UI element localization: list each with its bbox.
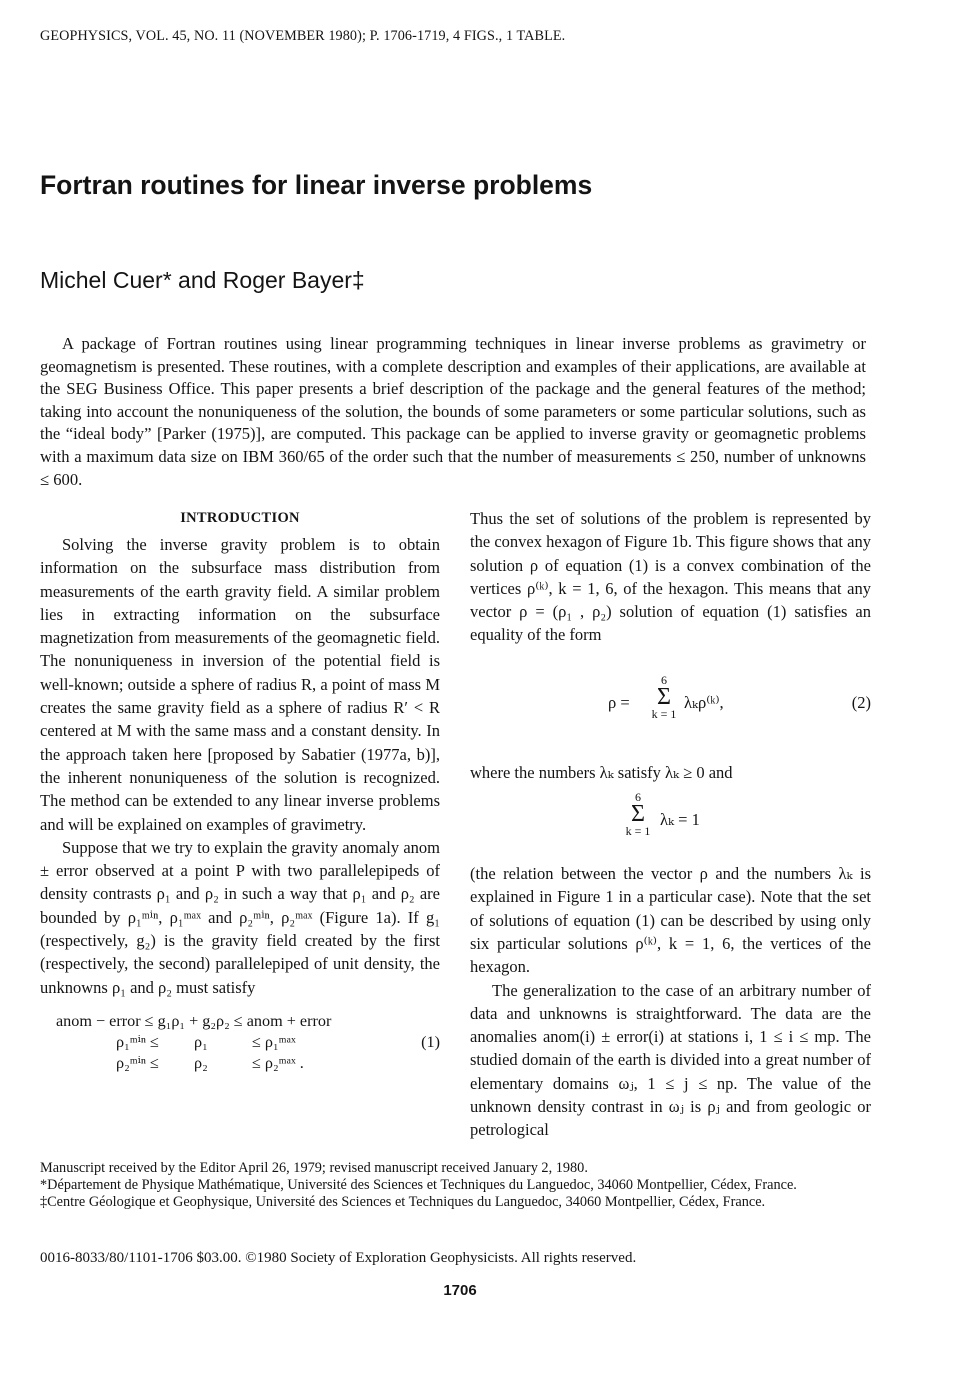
paper-title: Fortran routines for linear inverse problems (40, 170, 593, 200)
equation-1-row-2-mid: ρ₁ (194, 1032, 208, 1051)
sigma-symbol: Σ (631, 801, 645, 828)
equation-1-row-2-right: ≤ ρ₁ᵐᵃˣ (252, 1032, 296, 1051)
equation-2-sum (646, 673, 682, 721)
equation-2-upper-limit: 6 (661, 672, 667, 687)
equation-3 (470, 790, 871, 852)
equation-2 (470, 655, 871, 751)
author-line: Michel Cuer* and Roger Bayer‡ (40, 267, 365, 293)
intro-paragraph-2: Suppose that we try to explain the gravity anomaly anom ± error observed at a point P with two parallelepipeds of density contrasts ρ₁ and ρ₂ in such a way that ρ₁ and ρ₂ are bounded by ρ₁ᵐⁱⁿ, ρ₁ᵐᵃˣ and ρ₂ᵐⁱⁿ, ρ₂ᵐᵃˣ (Figure 1a). If g₁ (respectively, g₂) is the gravity field created by the first (respectively, the second) parallelepiped of unit density, the unknowns ρ₁ and ρ₂ must satisfy (40, 837, 440, 997)
footnotes (40, 1160, 870, 1211)
equation-1-row-3-left: ρ₂ᵐⁱⁿ ≤ (116, 1053, 159, 1072)
equation-1-row-3-mid: ρ₂ (194, 1053, 208, 1072)
sigma-symbol: Σ (657, 683, 671, 710)
equation-2-rhs: λₖρ⁽ᵏ⁾, (684, 692, 724, 712)
footnote-affiliation-1: *Département de Physique Mathématique, Université des Sciences et Techniques du Languedoc, 34060 Montpellier, Cédex, France. (40, 1177, 797, 1193)
left-column (40, 507, 440, 1077)
intro-paragraph-1: Solving the inverse gravity problem is to obtain information on the subsurface mass distribution from measurements of the earth gravity field. A similar problem lies in extracting information on the subsurface magnetization from measurements of the geomagnetic field. The nonuniqueness in inversion of the potential field is well-known; outside a sphere of radius R, a point of mass M creates the same gravity field as a sphere of radius R′ < R centered at M with the same mass and a constant density. In the approach taken here [proposed by Sabatier (1977a, b)], the inherent nonuniqueness of the solution is recognized. The method can be extended to any linear inverse problems and will be explained on examples of gravimetry. (40, 535, 440, 834)
right-paragraph-4: The generalization to the case of an arbitrary number of data and unknowns is straightforward. The data are the anomalies anom(i) ± error(i) at stations i, 1 ≤ i ≤ mp. The studied domain of the earth is divided into a great number of elementary domains ωⱼ, 1 ≤ j ≤ np. The value of the unknown density contrast in ωⱼ is ρⱼ and from geologic or petrological (470, 980, 871, 1140)
equation-3-rhs: λₖ = 1 (660, 810, 700, 830)
right-paragraph-3: (the relation between the vector ρ and the numbers λₖ is explained in Figure 1 in a particular case). Note that the set of solutions of equation (1) can be described by using only six particular solutions ρ⁽ᵏ⁾, k = 1, 6, the vertices of the hexagon. (470, 864, 871, 977)
equation-1-row-3-right: ≤ ρ₂ᵐᵃˣ . (252, 1053, 304, 1072)
right-paragraph-1: Thus the set of solutions of the problem is represented by the convex hexagon of Figure 1b. This figure shows that any solution ρ of equation (1) is a convex combination of the vertices ρ⁽ᵏ⁾, k = 1, 6, of the hexagon. This means that any vector ρ = (ρ₁ , ρ₂) solution of equation (1) satisfies an equality of the form (470, 509, 871, 645)
section-heading-introduction: INTRODUCTION (180, 510, 300, 526)
copyright-line: 0016-8033/80/1101-1706 $03.00. ©1980 Society of Exploration Geophysicists. All rights reserved. (40, 1250, 637, 1266)
page-number: 1706 (443, 1282, 477, 1299)
abstract: A package of Fortran routines using linear programming techniques in linear inverse problems as gravimetry or geomagnetism is presented. These routines, with a complete description and examples of their applications, are available at the SEG Business Office. This paper presents a brief description of the package and the general features of the method; taking into account the nonuniqueness of the solution, the bounds of some parameters or some particular solutions, such as the “ideal body” [Parker (1975)], are computed. This package can be applied to inverse gravity or geomagnetic problems with a maximum data size on IBM 360/65 of the order such that the number of measurements ≤ 250, number of unknowns ≤ 600. (40, 334, 866, 489)
equation-1-constraint: anom − error ≤ g₁ρ₁ + g₂ρ₂ ≤ anom + error (56, 1011, 332, 1030)
equation-1-number: (1) (421, 1032, 440, 1051)
footnote-received: Manuscript received by the Editor April 26, 1979; revised manuscript received January 2, 1980. (40, 1160, 588, 1176)
equation-2-lhs: ρ = (608, 692, 630, 712)
running-header: GEOPHYSICS, VOL. 45, NO. 11 (NOVEMBER 1980); P. 1706-1719, 4 FIGS., 1 TABLE. (40, 28, 566, 44)
equation-1-row-1 (56, 1011, 331, 1032)
right-column (470, 507, 871, 1142)
equation-1-row-2-left: ρ₁ᵐⁱⁿ ≤ (116, 1032, 159, 1051)
equation-1 (40, 1011, 440, 1077)
footnote-affiliation-2: ‡Centre Géologique et Geophysique, Université des Sciences et Techniques du Languedoc, 34060 Montpellier, Cédex, France. (40, 1194, 766, 1210)
right-paragraph-2: where the numbers λₖ satisfy λₖ ≥ 0 and (470, 762, 733, 782)
equation-3-lower-limit: k = 1 (625, 824, 651, 839)
equation-2-lower-limit: k = 1 (651, 706, 677, 721)
equation-3-upper-limit: 6 (635, 790, 641, 805)
equation-3-sum (620, 790, 656, 838)
equation-2-number: (2) (851, 692, 871, 712)
